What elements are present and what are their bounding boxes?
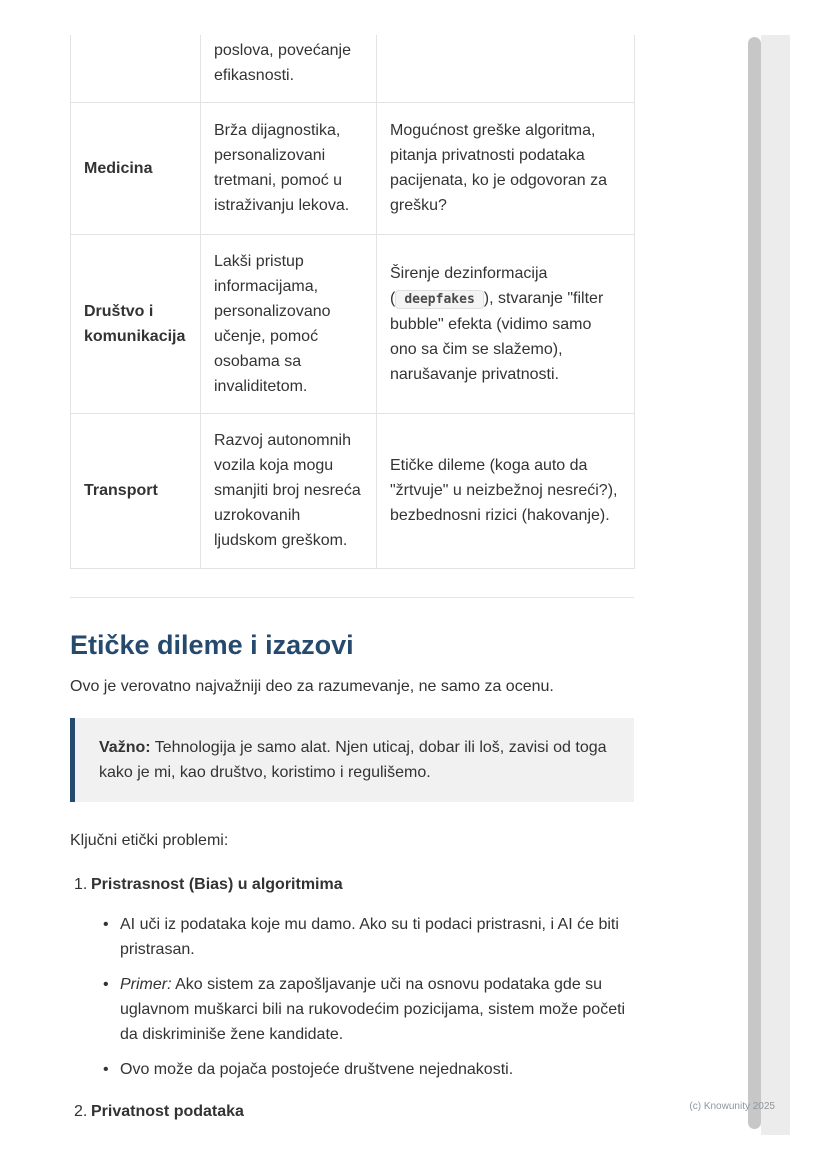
table-cell-topic: [71, 102, 201, 234]
bullet-item: [103, 972, 634, 1047]
ethics-problems-list: [70, 872, 634, 1124]
table-cell-topic-text: Društvo i komunikacija: [84, 302, 186, 345]
intro-paragraph: Ovo je verovatno najvažniji deo za razumevanje, ne samo za ocenu.: [70, 677, 554, 695]
ai-impact-table: [70, 35, 635, 569]
table-cell-topic: [71, 234, 201, 413]
table-cell-cons-text: Širenje dezinformacija (: [390, 264, 548, 307]
list-item-title: Privatnost podataka: [91, 1102, 244, 1120]
table-cell-cons: Mogućnost greške algoritma, pitanja privatnosti podataka pacijenata, ko je odgovoran za grešku?: [377, 102, 635, 234]
section-divider: [70, 597, 634, 598]
ordered-list-item-privacy: [70, 1099, 634, 1124]
table-cell-pros: poslova, povećanje efikasnosti.: [201, 35, 377, 102]
bullet-item-text: [120, 972, 634, 1047]
ordered-item-heading: [70, 1099, 634, 1124]
document-content: [70, 35, 634, 1124]
table-cell-cons: [377, 35, 635, 102]
bullet-item-rest: Ako sistem za zapošljavanje uči na osnovu podataka gde su uglavnom muškarci bili na rukovodećim pozicijama, sistem može početi da diskriminiše žene kandidate.: [120, 975, 626, 1043]
bullet-item-text: • Ovo može da pojača postojeće društvene nejednakosti.: [120, 1060, 514, 1078]
table-cell-topic: [71, 35, 201, 102]
ordered-item-heading: [70, 872, 634, 897]
list-intro-paragraph: Ključni etički problemi:: [70, 831, 229, 849]
list-item-title: Pristrasnost (Bias) u algoritmima: [91, 875, 343, 893]
table-cell-topic-text: Medicina: [84, 159, 153, 177]
ordered-list-item-bias: [70, 872, 634, 1082]
bullet-item: [103, 912, 634, 962]
scrollbar-thumb[interactable]: [748, 37, 761, 1129]
section-heading: Etičke dileme i izazovi: [70, 629, 354, 660]
list-number: 1.: [74, 875, 88, 893]
table-cell-cons-text: ), stvaranje "filter bubble" efekta (vidimo samo ono sa čim se slažemo), narušavanje privatnosti.: [390, 289, 604, 383]
table-cell-cons: [377, 234, 635, 413]
table-cell-pros: Brža dijagnostika, personalizovani tretmani, pomoć u istraživanju lekova.: [201, 102, 377, 234]
table-row-continued: [71, 35, 635, 102]
table-cell-topic-text: Transport: [84, 482, 158, 499]
table-cell-pros: Lakši pristup informacijama, personalizovano učenje, pomoć osobama sa invaliditetom.: [201, 234, 377, 413]
callout-label: Važno:: [99, 738, 151, 756]
watermark: (c) Knowunity 2025: [689, 1101, 775, 1112]
bullet-item-text: • AI uči iz podataka koje mu damo. Ako su ti podaci pristrasni, i AI će biti pristrasan.: [120, 915, 619, 958]
emphasis-text: Primer:: [120, 975, 172, 993]
important-callout: [70, 718, 634, 802]
callout-text: Tehnologija je samo alat. Njen uticaj, dobar ili loš, zavisi od toga kako je mi, kao društvo, koristimo i regulišemo.: [99, 738, 607, 781]
table-row-transport: [71, 413, 635, 568]
inline-code: deepfakes: [395, 290, 483, 309]
nested-bullet-list: [70, 912, 634, 1082]
table-row-drustvo: [71, 234, 635, 413]
bullet-item: [103, 1057, 634, 1082]
table-cell-pros: Razvoj autonomnih vozila koja mogu smanjiti broj nesreća uzrokovanih ljudskom greškom.: [201, 413, 377, 568]
callout-paragraph: [99, 735, 610, 785]
list-number: 2.: [74, 1102, 88, 1120]
table-cell-cons: Etičke dileme (koga auto da "žrtvuje" u neizbežnoj nesreći?), bezbednosni rizici (hakovanje).: [377, 413, 635, 568]
scrollbar-track[interactable]: [761, 35, 790, 1135]
table-cell-topic: [71, 413, 201, 568]
table-row-medicina: [71, 102, 635, 234]
